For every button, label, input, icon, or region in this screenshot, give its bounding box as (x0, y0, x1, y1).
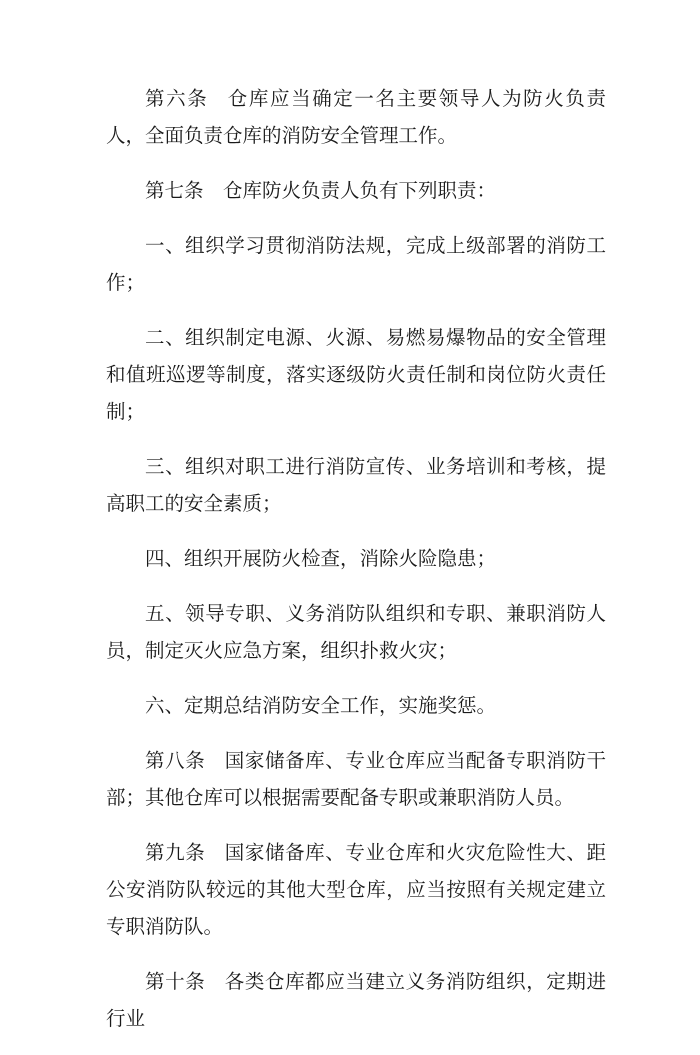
paragraph-text: 二、组织制定电源、火源、易燃易爆物品的安全管理和值班巡逻等制度，落实逐级防火责任制和岗位防火责任制； (106, 326, 606, 423)
list-item-duty-3 (106, 448, 606, 522)
article-number: 第八条 (145, 749, 206, 772)
paragraph-text: 国家储备库、专业仓库应当配备专职消防干部；其他仓库可以根据需要配备专职或兼职消防人员。 (106, 749, 606, 809)
list-item-duty-6 (106, 687, 606, 724)
article-number: 第十条 (145, 970, 206, 993)
paragraph-text: 仓库防火负责人负有下列职责： (223, 179, 497, 202)
article-number: 第九条 (145, 841, 206, 864)
paragraph-text: 各类仓库都应当建立义务消防组织，定期进行业 (106, 970, 606, 1030)
list-item-duty-2 (106, 319, 606, 430)
list-item-duty-1 (106, 227, 606, 301)
list-item-duty-4 (106, 540, 606, 577)
paragraph-article-8 (106, 742, 606, 816)
article-number: 第七条 (145, 179, 204, 202)
paragraph-text: 仓库应当确定一名主要领导人为防火负责人，全面负责仓库的消防安全管理工作。 (106, 87, 606, 147)
list-item-duty-5 (106, 595, 606, 669)
paragraph-article-7 (106, 172, 606, 209)
paragraph-article-10 (106, 963, 606, 1037)
article-number: 第六条 (145, 87, 209, 110)
paragraph-article-6 (106, 80, 606, 154)
paragraph-text: 六、定期总结消防安全工作，实施奖惩。 (145, 694, 497, 717)
document-body (106, 80, 606, 1055)
paragraph-text: 五、领导专职、义务消防队组织和专职、兼职消防人员，制定灭火应急方案，组织扑救火灾； (106, 602, 606, 662)
paragraph-article-9 (106, 834, 606, 945)
paragraph-text: 国家储备库、专业仓库和火灾危险性大、距公安消防队较远的其他大型仓库，应当按照有关规定建立专职消防队。 (106, 841, 606, 938)
paragraph-text: 一、组织学习贯彻消防法规，完成上级部署的消防工作； (106, 234, 606, 294)
paragraph-text: 四、组织开展防火检查，消除火险隐患； (145, 547, 497, 570)
paragraph-text: 三、组织对职工进行消防宣传、业务培训和考核，提高职工的安全素质； (106, 455, 606, 515)
